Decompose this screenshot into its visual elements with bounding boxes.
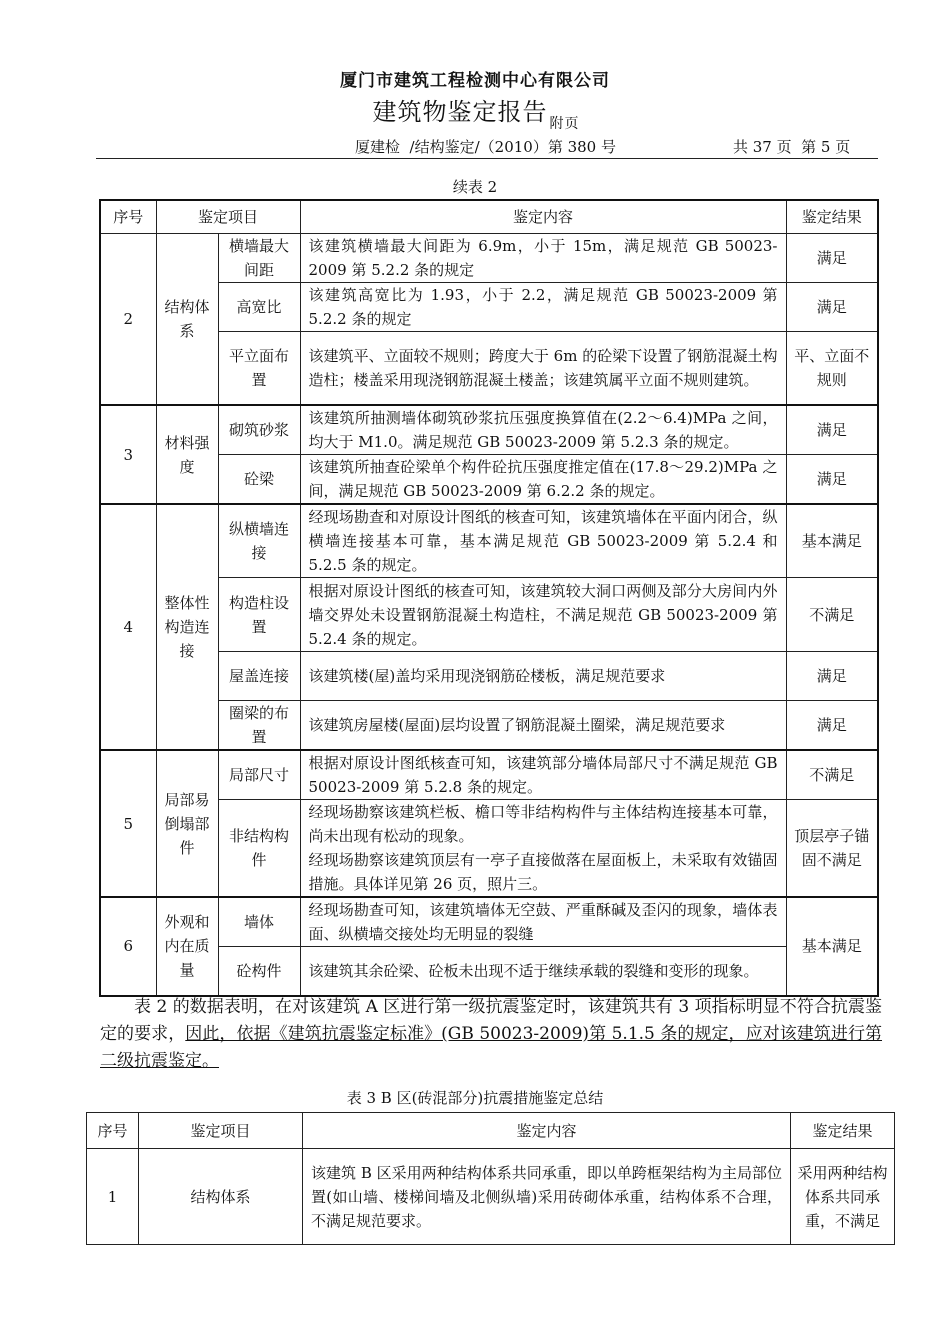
summary-conclusion: 因此，依据《建筑抗震鉴定标准》(GB 50023-2009)第 5.1.5 条的规定，应对该建筑进行第二级抗震鉴定。 [100,1024,883,1071]
row-category: 外观和内在质量 [156,897,218,996]
row-result: 平、立面不规则 [786,331,878,405]
page-number: 共 37 页 第 5 页 [733,138,851,156]
row-no: 2 [100,233,156,405]
row-item: 局部尺寸 [218,750,300,800]
row-result: 满足 [786,233,878,282]
row-content: 经现场勘查和对原设计图纸的核查可知，该建筑墙体在平面内闭合，纵横墙连接基本可靠，基本满足规范 GB 50023-2009 第 5.2.4 和 5.2.5 条的规定。 [300,504,786,578]
header-divider [96,158,878,159]
row-item: 横墙最大间距 [218,233,300,282]
col-header-result: 鉴定结果 [791,1113,895,1149]
row-item: 砼构件 [218,947,300,996]
table2 [99,199,879,997]
row-result: 满足 [786,405,878,455]
row-result: 顶层亭子锚固不满足 [786,800,878,898]
row-result: 满足 [786,701,878,751]
table3-caption: 表 3 B 区(砖混部分)抗震措施鉴定总结 [346,1089,604,1107]
row-content-line1: 经现场勘察该建筑栏板、檐口等非结构构件与主体结构连接基本可靠，尚未出现有松动的现象。 [308,803,778,845]
row-no: 3 [100,405,156,504]
row-no: 6 [100,897,156,996]
table3-header-row [87,1113,895,1149]
row-item: 结构体系 [139,1149,303,1245]
row-content: 该建筑楼(屋)盖均采用现浇钢筋砼楼板，满足规范要求 [300,652,786,701]
summary-paragraph [100,994,882,1075]
col-header-content: 鉴定内容 [303,1113,791,1149]
row-item: 圈梁的布置 [218,701,300,751]
table2-header-row [100,200,878,233]
row-content: 根据对原设计图纸核查可知，该建筑部分墙体局部尺寸不满足规范 GB 50023-2009 第 5.2.8 条的规定。 [300,750,786,800]
row-content: 该建筑平、立面较不规则；跨度大于 6m 的砼梁下设置了钢筋混凝土构造柱；楼盖采用现浇钢筋混凝土楼盖；该建筑属平立面不规则建筑。 [300,331,786,405]
row-result: 基本满足 [786,897,878,996]
row-item: 构造柱设置 [218,578,300,652]
row-no: 5 [100,750,156,897]
row-content-line2: 经现场勘察该建筑顶层有一亭子直接做落在屋面板上，未采取有效锚固措施。具体详见第 26 页，照片三。 [308,851,778,893]
col-header-no: 序号 [100,200,156,233]
row-no: 1 [87,1149,139,1245]
table-row [100,504,878,578]
row-category: 材料强度 [156,405,218,504]
row-result: 基本满足 [786,504,878,578]
row-result: 满足 [786,455,878,505]
table-row [100,233,878,282]
report-title [0,92,950,132]
row-item: 屋盖连接 [218,652,300,701]
col-header-content: 鉴定内容 [300,200,786,233]
summary-text: 表 2 的数据表明，在对该建筑 A 区进行第一级抗震鉴定时，该建筑共有 3 项指标明显不符合抗震鉴定的要求， [100,997,882,1044]
row-result: 满足 [786,282,878,331]
col-header-result: 鉴定结果 [786,200,878,233]
table2-caption: 续表 2 [452,178,498,196]
row-content: 经现场勘查可知，该建筑墙体无空鼓、严重酥碱及歪闪的现象，墙体表面、纵横墙交接处均无明显的裂缝 [300,897,786,947]
row-item: 非结构构件 [218,800,300,898]
row-item: 砌筑砂浆 [218,405,300,455]
row-content: 该建筑所抽测墙体砌筑砂浆抗压强度换算值在(2.2～6.4)MPa 之间，均大于 M1.0。满足规范 GB 50023-2009 第 5.2.3 条的规定。 [300,405,786,455]
table-row [100,750,878,800]
report-reference-number: 厦建检 /结构鉴定/（2010）第 380 号 [355,138,616,156]
row-content: 该建筑 B 区采用两种结构体系共同承重，即以单跨框架结构为主局部位置(如山墙、楼梯间墙及北侧纵墙)采用砖砌体承重，结构体系不合理，不满足规范要求。 [303,1149,791,1245]
row-result: 满足 [786,652,878,701]
report-title-main: 建筑物鉴定报告 [372,98,548,126]
col-header-item: 鉴定项目 [156,200,300,233]
row-result: 不满足 [786,750,878,800]
row-category: 局部易倒塌部件 [156,750,218,897]
table-row [100,897,878,947]
row-item: 砼梁 [218,455,300,505]
row-content: 根据对原设计图纸的核查可知，该建筑较大洞口两侧及部分大房间内外墙交界处未设置钢筋混凝土构造柱，不满足规范 GB 50023-2009 第 5.2.4 条的规定。 [300,578,786,652]
row-item: 墙体 [218,897,300,947]
row-result: 采用两种结构体系共同承重，不满足 [791,1149,895,1245]
table-row [100,405,878,455]
table-row [87,1149,895,1245]
row-no: 4 [100,504,156,750]
row-content: 该建筑所抽查砼梁单个构件砼抗压强度推定值在(17.8～29.2)MPa 之间，满足规范 GB 50023-2009 第 6.2.2 条的规定。 [300,455,786,505]
col-header-item: 鉴定项目 [139,1113,303,1149]
row-category: 结构体系 [156,233,218,405]
row-item: 平立面布置 [218,331,300,405]
row-content: 该建筑房屋楼(屋面)层均设置了钢筋混凝土圈梁，满足规范要求 [300,701,786,751]
row-content: 该建筑横墙最大间距为 6.9m，小于 15m，满足规范 GB 50023-2009 第 5.2.2 条的规定 [300,233,786,282]
table3 [86,1112,895,1245]
row-content: 该建筑高宽比为 1.93，小于 2.2，满足规范 GB 50023-2009 第 5.2.2 条的规定 [300,282,786,331]
row-content: 该建筑其余砼梁、砼板未出现不适于继续承载的裂缝和变形的现象。 [300,947,786,996]
row-item: 高宽比 [218,282,300,331]
row-content [300,800,786,898]
row-result: 不满足 [786,578,878,652]
company-name: 厦门市建筑工程检测中心有限公司 [340,71,610,91]
col-header-no: 序号 [87,1113,139,1149]
report-title-suffix: 附页 [549,116,580,132]
row-item: 纵横墙连接 [218,504,300,578]
row-category: 整体性构造连接 [156,504,218,750]
